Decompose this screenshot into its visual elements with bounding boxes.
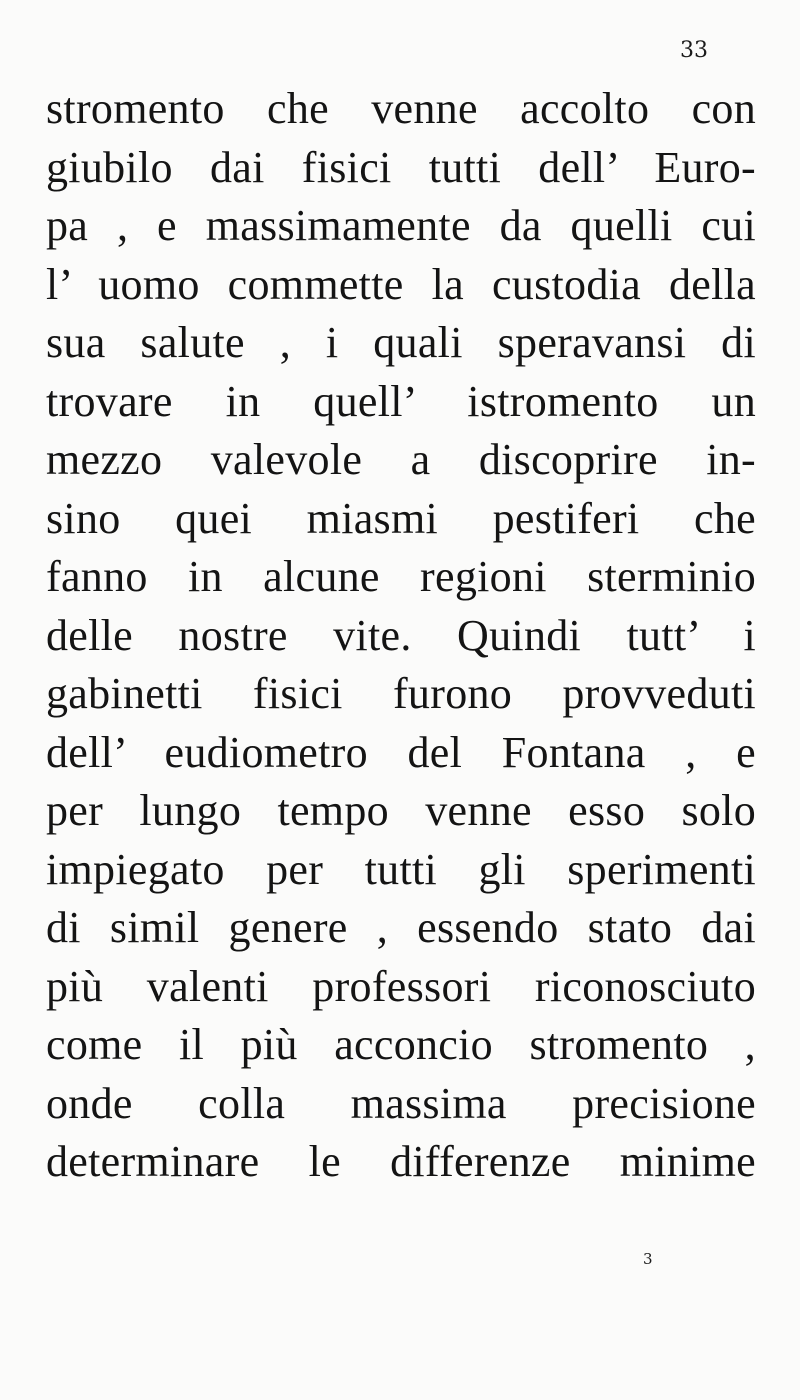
text-line: dell’ eudiometro del Fontana , e <box>46 727 756 777</box>
text-line: mezzo valevole a discoprire in- <box>46 435 756 484</box>
text-line: giubilo dai fisici tutti dell’ Euro- <box>46 142 756 192</box>
text-line: per lungo tempo venne esso solo <box>46 786 756 835</box>
text-line: l’ uomo commette la custodia della <box>46 259 756 309</box>
text-line: pa , e massimamente da quelli cui <box>46 201 756 250</box>
text-line: più valenti professori riconosciuto <box>46 961 756 1011</box>
text-line: gabinetti fisici furono provveduti <box>46 669 756 718</box>
text-line: determinare le differenze minime <box>46 1137 756 1186</box>
text-line: sua salute , i quali speravansi di <box>46 318 756 367</box>
page-number: 33 <box>680 38 708 63</box>
text-line: come il più acconcio stromento , <box>46 1020 756 1069</box>
text-line: delle nostre vite. Quindi tutt’ i <box>46 610 756 660</box>
text-line: onde colla massima precisione <box>46 1078 756 1128</box>
text-line: trovare in quell’ istromento un <box>46 376 756 426</box>
text-line: stromento che venne accolto con <box>46 84 756 133</box>
signature-mark: 3 <box>643 1250 653 1268</box>
text-line: sino quei miasmi pestiferi che <box>46 493 756 543</box>
text-line: di simil genere , essendo stato dai <box>46 903 756 952</box>
text-line: impiegato per tutti gli sperimenti <box>46 844 756 894</box>
text-line: fanno in alcune regioni sterminio <box>46 552 756 601</box>
body-text <box>46 80 756 1192</box>
